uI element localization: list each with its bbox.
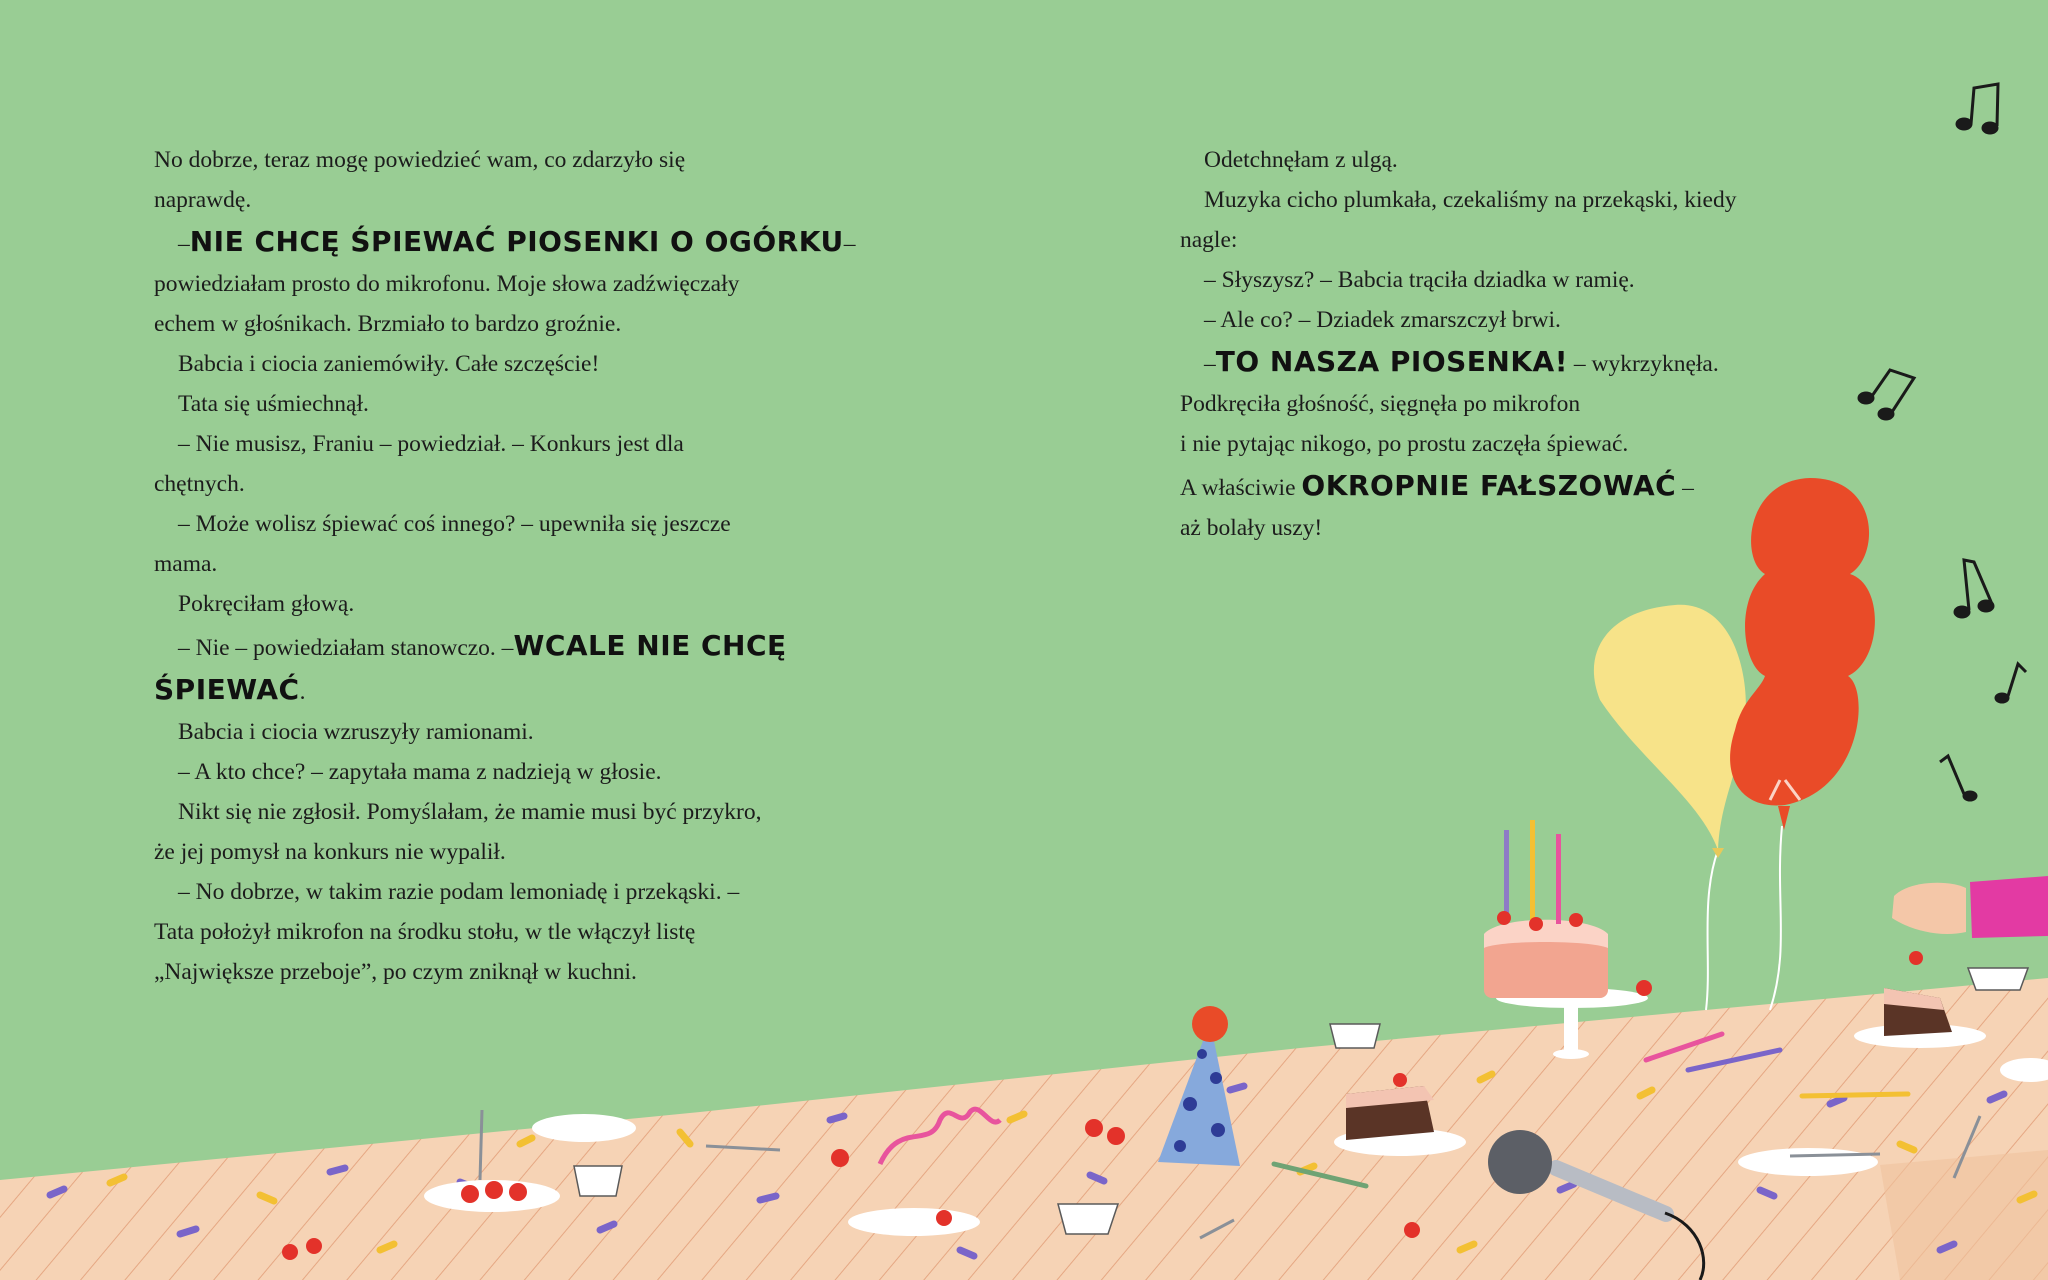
emphasis-text: NIE CHCĘ ŚPIEWAĆ PIOSENKI O OGÓRKU <box>189 225 844 258</box>
emphasis-text: WCALE NIE CHCĘ <box>513 629 787 662</box>
emphasis-text: TO NASZA PIOSENKA! <box>1215 345 1568 378</box>
text-line <box>154 624 894 668</box>
dash: – <box>1204 351 1216 377</box>
sleeve-hand <box>1892 876 2048 965</box>
text-line: Tata się uśmiechnął. <box>178 391 369 417</box>
text-line: – No dobrze, w takim razie podam lemoniadę i przekąski. – <box>178 879 740 905</box>
dash: – <box>178 231 190 257</box>
text-line <box>154 668 894 712</box>
text-segment: A właściwie <box>1180 475 1296 501</box>
emphasis-text: OKROPNIE FAŁSZOWAĆ <box>1301 469 1677 502</box>
text-line: – Może wolisz śpiewać coś innego? – upewniła się jeszcze <box>178 511 731 537</box>
text-line: że jej pomysł na konkurs nie wypalił. <box>154 839 506 865</box>
text-line: mama. <box>154 551 218 577</box>
text-segment: – Nie – powiedziałam stanowczo. – <box>178 635 514 661</box>
text-line <box>1180 340 1880 384</box>
text-segment: . <box>299 679 306 705</box>
yellow-balloon <box>1594 605 1746 858</box>
text-line: Pokręciłam głową. <box>178 591 355 617</box>
text-line: aż bolały uszy! <box>1180 515 1323 541</box>
dash: – <box>1682 475 1694 501</box>
text-line: i nie pytając nikogo, po prostu zaczęła śpiewać. <box>1180 431 1629 457</box>
text-line: Odetchnęłam z ulgą. <box>1204 147 1398 173</box>
text-line: echem w głośnikach. Brzmiało to bardzo groźnie. <box>154 311 622 337</box>
tablecloth <box>0 978 2048 1280</box>
text-line: chętnych. <box>154 471 245 497</box>
text-line: No dobrze, teraz mogę powiedzieć wam, co zdarzyło się <box>154 147 686 173</box>
text-line: nagle: <box>1180 227 1238 253</box>
text-line <box>154 220 894 264</box>
emphasis-text: ŚPIEWAĆ <box>154 673 300 706</box>
left-text-column <box>154 140 894 992</box>
text-line: naprawdę. <box>154 187 252 213</box>
text-segment: – wykrzyknęła. <box>1573 351 1719 377</box>
dash: – <box>843 231 856 257</box>
text-line: – Słyszysz? – Babcia trąciła dziadka w ramię. <box>1204 267 1635 293</box>
text-line: Babcia i ciocia zaniemówiły. Całe szczęście! <box>178 351 600 377</box>
text-line: Tata położył mikrofon na środku stołu, w tle włączył listę <box>154 919 696 945</box>
right-text-column <box>1180 140 1880 548</box>
text-line: – Nie musisz, Franiu – powiedział. – Konkurs jest dla <box>178 431 684 457</box>
text-line: Babcia i ciocia wzruszyły ramionami. <box>178 719 534 745</box>
text-line: – A kto chce? – zapytała mama z nadzieją w głosie. <box>178 759 662 785</box>
text-line: powiedziałam prosto do mikrofonu. Moje słowa zadźwięczały <box>154 271 740 297</box>
text-line <box>1180 464 1880 508</box>
text-line: Muzyka cicho plumkała, czekaliśmy na przekąski, kiedy <box>1204 187 1737 213</box>
text-line: Nikt się nie zgłosił. Pomyślałam, że mamie musi być przykro, <box>178 799 762 825</box>
text-line: „Największe przeboje”, po czym zniknął w kuchni. <box>154 959 637 985</box>
text-line: – Ale co? – Dziadek zmarszczył brwi. <box>1204 307 1561 333</box>
text-line: Podkręciła głośność, sięgnęła po mikrofon <box>1180 391 1581 417</box>
